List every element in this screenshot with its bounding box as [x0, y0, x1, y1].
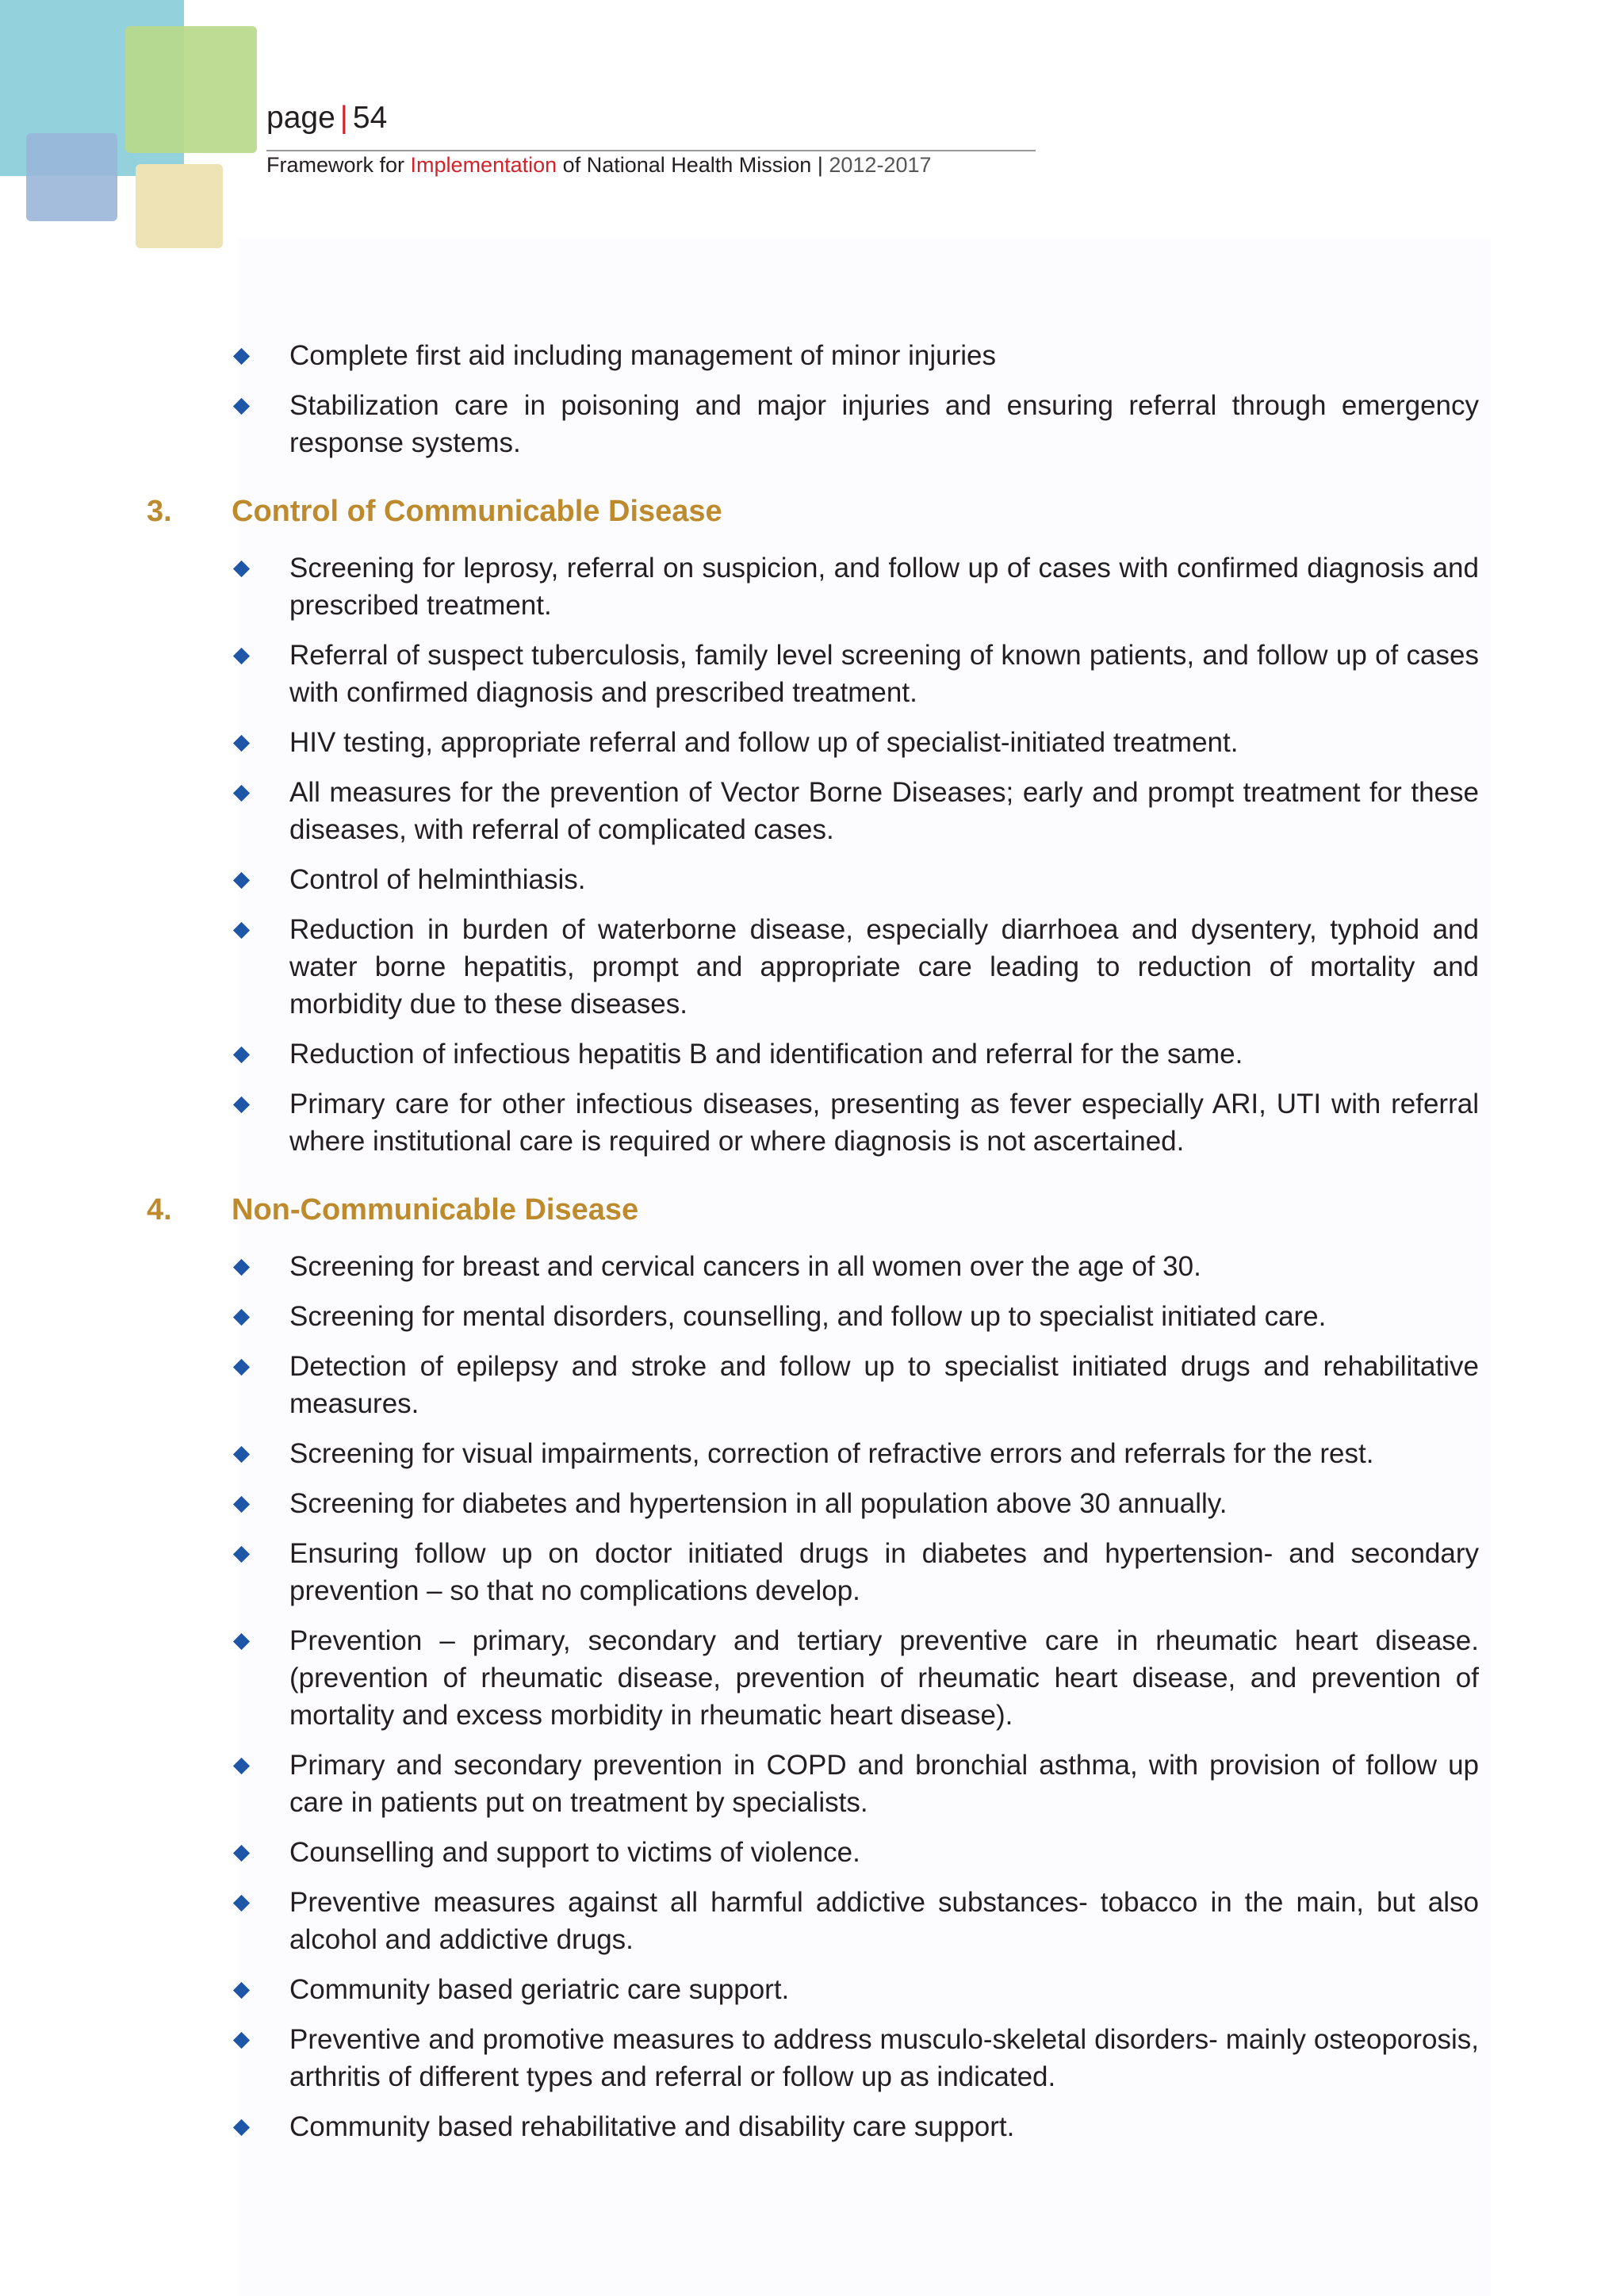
list-item [147, 1622, 1479, 1734]
section-title: Non-Communicable Disease [232, 1193, 639, 1226]
running-title-accent: Implementation [410, 153, 557, 177]
list-item-text: Community based geriatric care support. [289, 1974, 790, 2005]
list-item [147, 1884, 1479, 1958]
list-item-text: Prevention – primary, secondary and tertiary preventive care in rheumatic heart disease. (prevention of rheumatic disease, prevention of rheumatic heart disease, and prevention of mortality and excess morbidity in rheumatic heart disease). [289, 1625, 1479, 1731]
list-item [147, 1085, 1479, 1160]
list-item [147, 1971, 1479, 2008]
list-item-text: HIV testing, appropriate referral and follow up of specialist-initiated treatment. [289, 727, 1239, 758]
diamond-bullet-icon [233, 2032, 250, 2049]
list-item-text: Reduction in burden of waterborne disease, especially diarrhoea and dysentery, typhoid and water borne hepatitis, prompt and appropriate care leading to reduction of mortality and morbidity due to these diseases. [289, 914, 1479, 1020]
list-item [147, 2021, 1479, 2095]
diamond-bullet-icon [233, 398, 250, 415]
decorative-square-yellow [136, 164, 223, 248]
page-number: 54 [352, 101, 388, 135]
diamond-bullet-icon [233, 1096, 250, 1113]
list-item [147, 1535, 1479, 1609]
header-rule [266, 150, 1036, 151]
running-title-post: of National Health Mission [562, 153, 812, 177]
list-item [147, 861, 1479, 898]
section-title: Control of Communicable Disease [232, 495, 722, 528]
list-item-text: Referral of suspect tuberculosis, family level screening of known patients, and follow up of cases with confirmed diagnosis and prescribed treatment. [289, 640, 1479, 708]
list-item-text: All measures for the prevention of Vector Borne Diseases; early and prompt treatment for these diseases, with referral of complicated cases. [289, 777, 1479, 845]
diamond-bullet-icon [233, 1633, 250, 1650]
running-title-pre: Framework for [266, 153, 405, 177]
list-item [147, 911, 1479, 1023]
diamond-bullet-icon [233, 1845, 250, 1862]
list-item [147, 1747, 1479, 1821]
diamond-bullet-icon [233, 1982, 250, 1999]
list-item [147, 1035, 1479, 1073]
diamond-bullet-icon [233, 348, 250, 365]
diamond-bullet-icon [233, 648, 250, 664]
diamond-bullet-icon [233, 2119, 250, 2136]
list-item [147, 724, 1479, 761]
intro-bullet-list [147, 337, 1479, 461]
list-item-text: Reduction of infectious hepatitis B and identification and referral for the same. [289, 1039, 1243, 1070]
list-item [147, 1298, 1479, 1335]
diamond-bullet-icon [233, 872, 250, 889]
list-item-text: Complete first aid including management of minor injuries [289, 340, 996, 371]
list-item-text: Ensuring follow up on doctor initiated drugs in diabetes and hypertension- and secondary prevention – so that no complications develop. [289, 1538, 1479, 1606]
diamond-bullet-icon [233, 1496, 250, 1513]
decorative-square-green [125, 26, 257, 153]
page-content [147, 337, 1479, 2158]
diamond-bullet-icon [233, 1758, 250, 1774]
list-item [147, 1485, 1479, 1522]
running-title [266, 153, 932, 178]
diamond-bullet-icon [233, 561, 250, 577]
list-item-text: Stabilization care in poisoning and major injuries and ensuring referral through emergency response systems. [289, 390, 1479, 458]
decorative-square-blue [26, 133, 117, 221]
list-item-text: Primary and secondary prevention in COPD and bronchial asthma, with provision of follow up care in patients put on treatment by specialists. [289, 1750, 1479, 1818]
page-number-header [266, 101, 387, 136]
list-item-text: Primary care for other infectious diseases, presenting as fever especially ARI, UTI with referral where institutional care is required or where diagnosis is not ascertained. [289, 1089, 1479, 1157]
diamond-bullet-icon [233, 1309, 250, 1326]
list-item [147, 2108, 1479, 2145]
diamond-bullet-icon [233, 1446, 250, 1463]
section-heading [147, 493, 1479, 530]
section-heading [147, 1192, 1479, 1229]
list-item-text: Control of helminthiasis. [289, 864, 586, 895]
diamond-bullet-icon [233, 1259, 250, 1276]
list-item [147, 637, 1479, 711]
list-item-text: Screening for visual impairments, correction of refractive errors and referrals for the rest. [289, 1438, 1374, 1469]
section-bullet-list [147, 549, 1479, 1160]
section-number: 3. [147, 495, 172, 528]
list-item [147, 774, 1479, 848]
list-item [147, 1435, 1479, 1472]
list-item [147, 1348, 1479, 1422]
running-title-years: 2012-2017 [829, 153, 932, 177]
diamond-bullet-icon [233, 735, 250, 752]
section-number: 4. [147, 1193, 172, 1226]
list-item-text: Preventive and promotive measures to address musculo-skeletal disorders- mainly osteoporosis, arthritis of different types and referral or follow up as indicated. [289, 2024, 1479, 2092]
list-item-text: Detection of epilepsy and stroke and follow up to specialist initiated drugs and rehabilitative measures. [289, 1351, 1479, 1419]
list-item [147, 387, 1479, 461]
diamond-bullet-icon [233, 1359, 250, 1376]
diamond-bullet-icon [233, 785, 250, 802]
diamond-bullet-icon [233, 1047, 250, 1063]
list-item-text: Screening for mental disorders, counselling, and follow up to specialist initiated care. [289, 1301, 1327, 1332]
section-bullet-list [147, 1248, 1479, 2145]
diamond-bullet-icon [233, 922, 250, 939]
list-item [147, 337, 1479, 374]
diamond-bullet-icon [233, 1895, 250, 1911]
list-item-text: Preventive measures against all harmful addictive substances- tobacco in the main, but also alcohol and addictive drugs. [289, 1887, 1479, 1955]
sections-container [147, 493, 1479, 2145]
list-item [147, 1834, 1479, 1871]
list-item-text: Community based rehabilitative and disability care support. [289, 2111, 1015, 2142]
list-item [147, 549, 1479, 624]
diamond-bullet-icon [233, 1546, 250, 1563]
list-item [147, 1248, 1479, 1285]
running-title-separator: | [817, 153, 823, 177]
list-item-text: Screening for diabetes and hypertension in all population above 30 annually. [289, 1488, 1228, 1519]
page-label: page [266, 101, 335, 135]
list-item-text: Counselling and support to victims of violence. [289, 1837, 860, 1868]
list-item-text: Screening for breast and cervical cancers in all women over the age of 30. [289, 1251, 1201, 1282]
page-separator: | [339, 101, 348, 135]
list-item-text: Screening for leprosy, referral on suspicion, and follow up of cases with confirmed diagnosis and prescribed treatment. [289, 553, 1479, 621]
